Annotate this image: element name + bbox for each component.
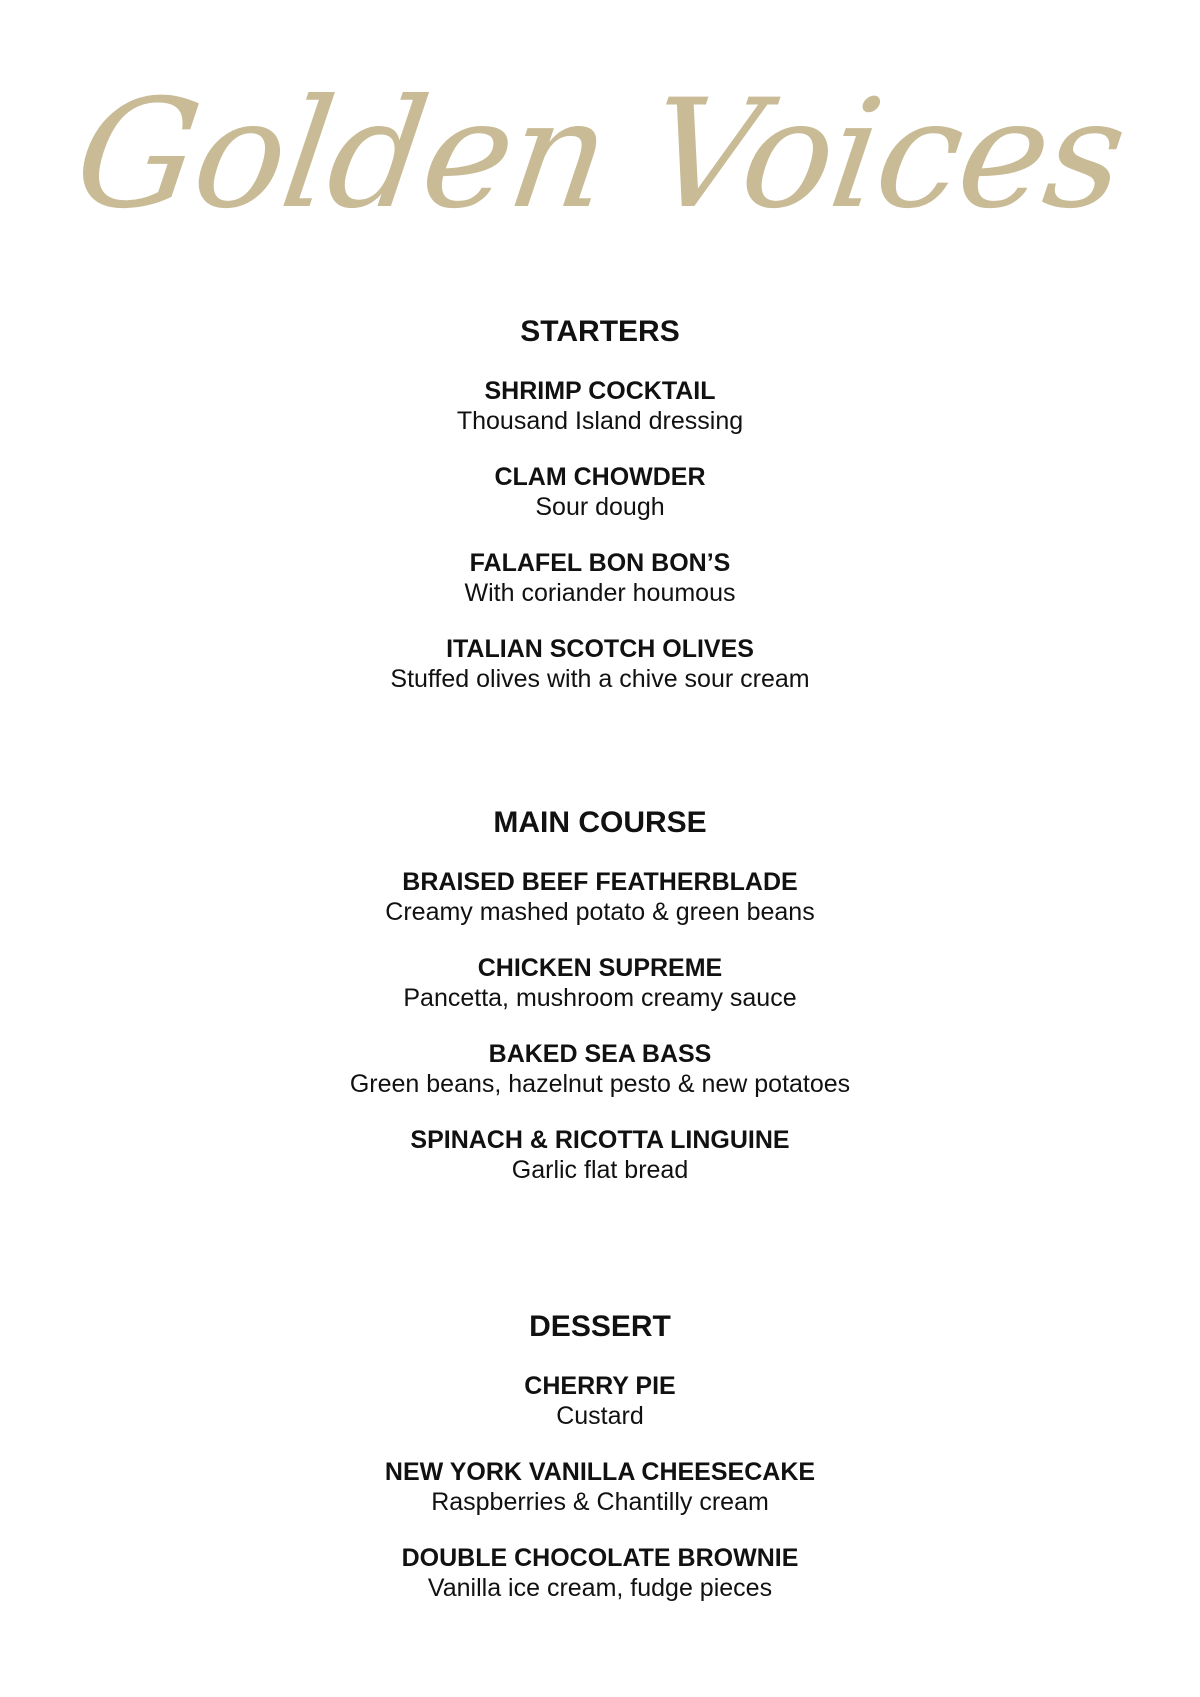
section-heading: STARTERS <box>520 315 680 348</box>
menu-item <box>0 376 1200 436</box>
section-starters <box>0 312 1200 720</box>
item-name: CHICKEN SUPREME <box>477 954 723 982</box>
item-description: Custard <box>556 1402 644 1430</box>
item-description: Garlic flat bread <box>511 1156 689 1184</box>
item-description: Sour dough <box>535 493 665 521</box>
item-description: Thousand Island dressing <box>456 407 744 435</box>
item-description: Stuffed olives with a chive sour cream <box>390 665 810 693</box>
menu-item <box>0 953 1200 1013</box>
item-name: SPINACH & RICOTTA LINGUINE <box>410 1126 790 1154</box>
menu-item <box>0 1039 1200 1099</box>
item-name: ITALIAN SCOTCH OLIVES <box>446 635 754 663</box>
section-dessert <box>0 1307 1200 1629</box>
menu-item <box>0 548 1200 608</box>
item-description: Pancetta, mushroom creamy sauce <box>403 984 797 1012</box>
item-description: Creamy mashed potato & green beans <box>385 898 815 926</box>
item-name: BRAISED BEEF FEATHERBLADE <box>402 868 798 896</box>
item-name: SHRIMP COCKTAIL <box>484 377 716 405</box>
menu-item <box>0 634 1200 694</box>
item-name: CHERRY PIE <box>524 1372 676 1400</box>
menu-item <box>0 462 1200 522</box>
menu-item <box>0 1371 1200 1431</box>
menu-item <box>0 1125 1200 1185</box>
item-name: FALAFEL BON BON’S <box>469 549 731 577</box>
item-name: NEW YORK VANILLA CHEESECAKE <box>384 1458 816 1486</box>
menu-item <box>0 867 1200 927</box>
section-main-course <box>0 803 1200 1211</box>
menu-item <box>0 1543 1200 1603</box>
item-description: Raspberries & Chantilly cream <box>431 1488 769 1516</box>
item-description: Green beans, hazelnut pesto & new potatoes <box>349 1070 851 1098</box>
section-heading: DESSERT <box>529 1310 671 1343</box>
item-name: CLAM CHOWDER <box>494 463 706 491</box>
item-description: Vanilla ice cream, fudge pieces <box>427 1574 773 1602</box>
item-name: BAKED SEA BASS <box>488 1040 712 1068</box>
item-description: With coriander houmous <box>464 579 736 607</box>
item-name: DOUBLE CHOCOLATE BROWNIE <box>401 1544 799 1572</box>
menu-title: Golden Voices <box>65 68 1135 242</box>
menu-item <box>0 1457 1200 1517</box>
section-heading: MAIN COURSE <box>493 806 707 839</box>
